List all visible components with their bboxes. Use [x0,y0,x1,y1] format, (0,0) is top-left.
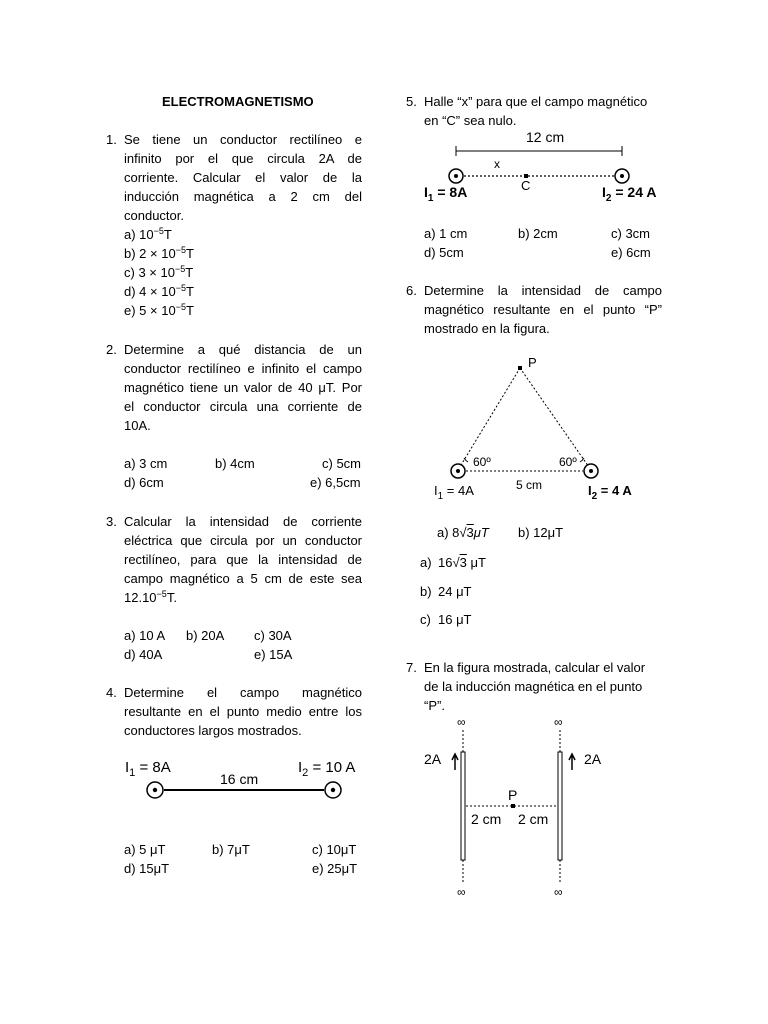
arrow-up-icon [452,754,458,770]
list-item: 16√3 μT [438,555,486,570]
answer-option-a: a) $10^{-5}T$ [124,226,172,242]
point-p-label: P [508,787,518,803]
answer-option-c: c) 10μT [312,842,357,857]
question-text-line: conductor rectilíneo e infinito el campo [124,361,362,376]
figure-parallel-wires [418,712,618,900]
question-text-line: Determine a qué distancia de un [124,342,362,357]
question-text-line: En la figura mostrada, calcular el valor [424,660,646,675]
current-out-dot-icon [456,469,460,473]
list-item-label: c) [420,612,431,627]
question-text-line: mostrado en la figura. [424,321,550,336]
angle-label-left: 60º [473,455,491,469]
question-text-line: el conductor circula una corriente de [124,399,362,414]
question-number: 3. [106,514,117,529]
question-text-line: corriente. Calcular el valor de la [124,170,362,185]
answer-option-e: e) 6,5cm [310,475,361,490]
answer-option-c: c) 30A [254,628,292,643]
question-text-line: “P”. [424,698,445,713]
distance-label: 12 cm [526,129,565,145]
question-text-line: conductor. [124,208,184,223]
question-number: 2. [106,342,117,357]
answer-option-e: e) 6cm [611,245,651,260]
current-label-2: $I_2 = 4$ A [588,483,632,502]
current-label-right: 2A [584,751,602,767]
answer-option-e: e) 25μT [312,861,358,876]
answer-option-d: d) 5cm [424,245,464,260]
list-item-label: a) [420,555,432,570]
answer-option-b: b) 7μT [212,842,250,857]
distance-label: 5 cm [516,478,543,492]
list-item-label: b) [420,584,432,599]
answer-option-c: c) 3cm [611,226,650,241]
question-number: 5. [406,94,417,109]
question-number: 1. [106,132,117,147]
question-text-line: magnético tiene un valor de 40 μT. Por [124,380,362,395]
answer-option-b: b) 2cm [518,226,558,241]
current-label-left: 2A [424,751,442,767]
distance-label: 16 cm [220,771,259,787]
question-text-line: resultante en el punto medio entre los [124,704,362,719]
current-label-1: $I_1 = 8A$ [424,184,468,204]
distance-label-left: 2 cm [471,811,502,827]
question-text-line: infinito por el que circula 2A de [124,151,362,166]
current-out-dot-icon [153,788,157,792]
question-text-line: 10A. [124,418,151,433]
question-number: 7. [406,660,417,675]
question-text-line: Determine la intensidad de campo [424,283,662,298]
current-label-2: $I_2 = 24$ A [602,184,657,204]
answer-option-d: d) $4 \times 10^{-5}T$ [124,283,194,299]
question-text-line: Halle “x” para que el campo magnético [424,94,648,109]
question-text-line: eléctrica que circula por un conductor [124,533,362,548]
question-text-line: magnético resultante en el punto “P” [424,302,662,317]
dashed-side-right [520,368,591,470]
current-out-dot-icon [589,469,593,473]
point-p-marker [511,804,515,808]
angle-arc-right [580,458,584,462]
figure-two-conductors [120,752,370,812]
question-number: 4. [106,685,117,700]
current-label-1: $I_1 = 4A$ [434,483,474,502]
arrow-up-icon [569,754,575,770]
figure-triangle [428,350,648,505]
current-label-2: $I_2 = 10$ A [298,759,356,779]
answer-option-a: a) 1 cm [424,226,468,241]
list-item: 24 μT [438,584,472,599]
question-text-line: Calcular la intensidad de corriente [124,514,362,529]
point-p-marker [518,366,522,370]
answer-option-b: b) 12μT [518,525,564,540]
point-c-label: C [521,178,531,193]
question-text-line: campo magnético a 5 cm de este sea [124,571,362,586]
infinity-label: ∞ [554,715,563,729]
answer-option-d: d) 6cm [124,475,164,490]
question-text-line: Se tiene un conductor rectilíneo e [124,132,362,147]
infinity-label: ∞ [457,885,466,899]
point-p-label: P [528,355,537,370]
question-text-line: Determine el campo magnético [124,685,362,700]
question-text-line: conductores largos mostrados. [124,723,302,738]
current-out-dot-icon [454,174,458,178]
answer-option-d: d) 15μT [124,861,170,876]
wire-left [461,752,465,860]
answer-option-a: a) 3 cm [124,456,168,471]
angle-label-right: 60º [559,455,577,469]
infinity-label: ∞ [457,715,466,729]
wire-right [558,752,562,860]
figure-point-c [418,126,668,206]
distance-label-right: 2 cm [518,811,549,827]
question-text-line: rectilíneo, para que la intensidad de [124,552,362,567]
list-item: 16 μT [438,612,472,627]
answer-option-c: c) $3 \times 10^{-5}T$ [124,264,194,280]
answer-option-a: a) 8√3μT [437,525,489,540]
page-title: ELECTROMAGNETISMO [162,94,314,109]
answer-option-d: d) 40A [124,647,163,662]
answer-option-e: e) $5 \times 10^{-5}T$ [124,302,194,318]
question-text-line: $12.10^{-5}T$. [124,589,177,605]
answer-option-a: a) 5 μT [124,842,166,857]
current-out-dot-icon [620,174,624,178]
question-text-line: en “C” sea nulo. [424,113,517,128]
answer-option-c: c) 5cm [322,456,361,471]
current-label-1: $I_1 = 8A$ [125,759,171,779]
question-text-line: inducción magnética a 2 cm del [124,189,362,204]
angle-arc-left [464,458,468,462]
current-out-dot-icon [331,788,335,792]
question-number: 6. [406,283,417,298]
answer-option-b: b) 4cm [215,456,255,471]
answer-option-e: e) 15A [254,647,293,662]
answer-option-a: a) 10 A [124,628,166,643]
answer-option-b: b) 20A [186,628,225,643]
infinity-label: ∞ [554,885,563,899]
question-text-line: de la inducción magnética en el punto [424,679,643,694]
answer-option-b: b) $2 \times 10^{-5}T$ [124,245,194,261]
x-label: x [494,157,500,171]
